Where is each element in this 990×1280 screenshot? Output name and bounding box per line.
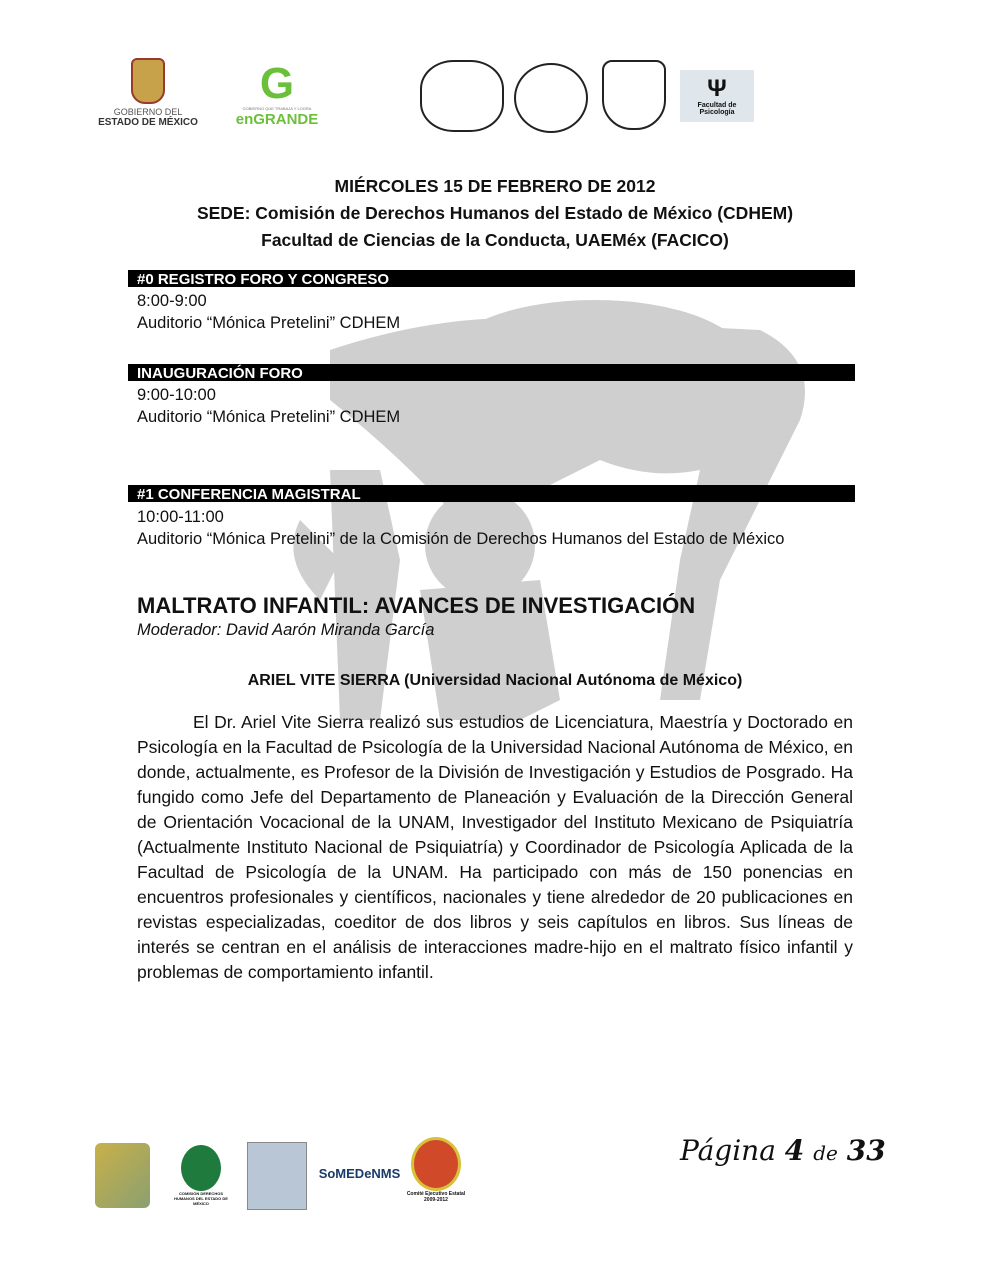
facultad-psicologia-logo: Ψ Facultad de Psicología [680,70,754,122]
facico-seal [514,63,588,133]
page-number: Página 4 de 33 [680,1134,886,1167]
event-date: MIÉRCOLES 15 DE FEBRERO DE 2012 [334,176,656,196]
uaem-seal [420,60,504,132]
section-place: Auditorio “Mónica Pretelini” CDHEM [137,408,401,426]
event-faculty: Facultad de Ciencias de la Conducta, UAEMéx (FACICO) [261,230,729,250]
comite-logo: Comité Ejecutivo Estatal 2009-2012 [405,1132,467,1207]
engrande-logo: G GOBIERNO QUE TRABAJA Y LOGRA enGRANDE [235,59,319,128]
section-bar: INAUGURACIÓN FORO [128,364,855,381]
cdhem-logo: COMISIÓN DERECHOS HUMANOS DEL ESTADO DE MÉXICO [172,1142,230,1208]
somedenms-logo: SoMEDeNMS [318,1165,401,1181]
section-place: Auditorio “Mónica Pretelini” CDHEM [137,314,401,332]
section-time: 9:00-10:00 [137,386,216,404]
talk-moderator: Moderador: David Aarón Miranda García [137,621,435,639]
footer-logo-1 [95,1143,150,1208]
unam-seal [602,60,666,130]
gobierno-estado-mexico-logo: GOBIERNO DEL ESTADO DE MÉXICO [98,55,198,130]
talk-title: MALTRATO INFANTIL: AVANCES DE INVESTIGACIÓN [137,593,696,618]
section-bar: #0 REGISTRO FORO Y CONGRESO [128,270,855,287]
section-time: 8:00-9:00 [137,292,207,310]
event-venue: SEDE: Comisión de Derechos Humanos del Estado de México (CDHEM) [196,203,794,223]
section-place: Auditorio “Mónica Pretelini” de la Comisión de Derechos Humanos del Estado de México [137,530,785,548]
speaker-name: ARIEL VITE SIERRA (Universidad Nacional Autónoma de México) [247,672,743,689]
section-time: 10:00-11:00 [137,508,224,526]
section-bar: #1 CONFERENCIA MAGISTRAL [128,485,855,502]
speaker-bio: El Dr. Ariel Vite Sierra realizó sus estudios de Licenciatura, Maestría y Doctorado en Psicología en la Facultad de Psicología de la Universidad Nacional Autónoma de México, en donde, actualmente, es Profesor de la División de Investigación y Estudios de Posgrado. Ha fungido como Jefe del Departamento de Planeación y Evaluación de la Dirección General de Orientación Vocacional de la UNAM, Investigador del Instituto Mexicano de Psiquiatría (Actualmente Instituto Nacional de Psiquiatría) y Coordinador de Psicología Aplicada de la Facultad de Psicología de la UNAM. Ha participado con más de 150 ponencias en encuentros profesionales y científicos, nacionales y tiene alrededor de 20 publicaciones en revistas especializadas, coeditor de dos libros y seis capítulos en libros. Sus líneas de interés se centran en el análisis de interacciones madre-hijo en el maltrato físico infantil y problemas de comportamiento infantil. [137,712,853,982]
footer-logo-3 [247,1142,307,1210]
